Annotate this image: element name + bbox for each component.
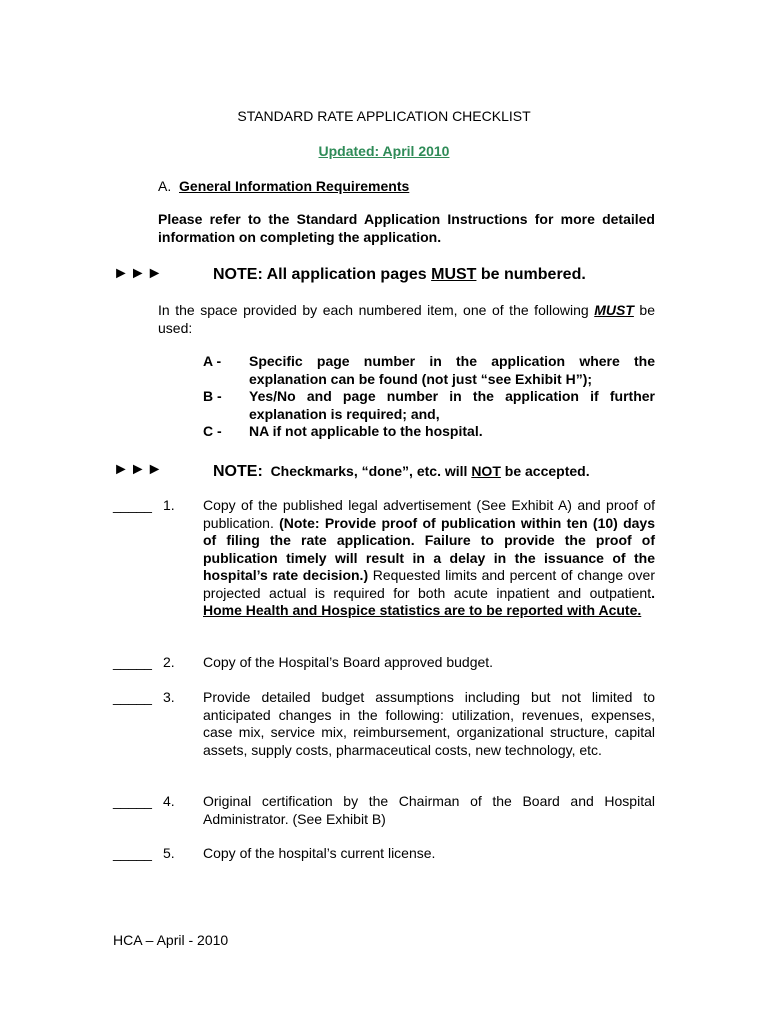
- section-title: General Information Requirements: [179, 178, 410, 194]
- item-1-emphasis: Home Health and Hospice statistics are to be reported with Acute.: [203, 602, 642, 618]
- document-title: STANDARD RATE APPLICATION CHECKLIST: [237, 108, 531, 124]
- note1-post: be numbered.: [476, 266, 586, 283]
- space-post: be used:: [158, 302, 655, 336]
- note2-post: be accepted.: [500, 463, 590, 479]
- item-1-blank: _____: [113, 497, 152, 513]
- page-footer: HCA – April - 2010: [113, 932, 229, 948]
- note1-pre: NOTE: All application pages: [213, 266, 432, 283]
- item-3-number: 3.: [163, 689, 175, 705]
- intro-paragraph: Please refer to the Standard Application Instructions for more detailed information on completing the application.: [158, 211, 655, 245]
- item-5-text: Copy of the hospital’s current license.: [203, 845, 436, 861]
- section-heading: [158, 178, 409, 196]
- section-letter: A.: [158, 178, 172, 194]
- option-c-text: NA if not applicable to the hospital.: [249, 423, 483, 439]
- note1-arrows: ►►►: [113, 265, 164, 282]
- option-c-label: C -: [203, 423, 222, 439]
- item-4-number: 4.: [163, 793, 175, 809]
- space-emph: MUST: [594, 302, 634, 318]
- note2-label: NOTE:: [213, 463, 263, 480]
- item-1-text-d: .: [651, 584, 655, 601]
- item-1-text-c: Requested limits and percent of change over projected actual is required for both acute inpatient and outpatient: [203, 567, 655, 601]
- option-b-label: B -: [203, 388, 222, 404]
- item-4-blank: _____: [113, 793, 152, 809]
- item-3-blank: _____: [113, 689, 152, 705]
- item-1-note: (Note: Provide proof of publication within ten (10) days of filing the rate application. Failure to provide the proof of publication timely will result in a delay in the issuance of the hospital’s rate decision.): [203, 514, 655, 583]
- space-pre: In the space provided by each numbered item, one of the following: [158, 302, 595, 318]
- item-3-text: Provide detailed budget assumptions including but not limited to anticipated changes in the following: utilization, revenues, expenses, case mix, service mix, reimbursement, organizational structure, capital assets, supply costs, pharmaceutical costs, new technology, etc.: [203, 689, 655, 758]
- item-1-text-a: Copy of the published legal advertisement (See Exhibit A) and proof of publication.: [203, 497, 655, 531]
- option-a-text: Specific page number in the application where the explanation can be found (not just “see Exhibit H”);: [249, 353, 655, 387]
- item-5-number: 5.: [163, 845, 175, 861]
- item-2-blank: _____: [113, 654, 152, 670]
- updated-date: Updated: April 2010: [318, 143, 450, 159]
- note2-text: [213, 461, 590, 482]
- item-1-number: 1.: [163, 497, 175, 513]
- space-instruction: [158, 302, 655, 337]
- note2-emph: NOT: [471, 463, 501, 479]
- item-5-blank: _____: [113, 845, 152, 861]
- item-1-text: [203, 497, 655, 620]
- note1-emph: MUST: [431, 266, 477, 283]
- item-2-text: Copy of the Hospital’s Board approved budget.: [203, 654, 494, 670]
- note1-text: [213, 265, 586, 285]
- item-2-number: 2.: [163, 654, 175, 670]
- note2-arrows: ►►►: [113, 461, 164, 478]
- option-a-label: A -: [203, 353, 222, 369]
- note2-pre: Checkmarks, “done”, etc. will: [270, 463, 472, 479]
- item-4-text: Original certification by the Chairman of the Board and Hospital Administrator. (See Exhibit B): [203, 793, 655, 827]
- option-b-text: Yes/No and page number in the application if further explanation is required; and,: [249, 388, 655, 422]
